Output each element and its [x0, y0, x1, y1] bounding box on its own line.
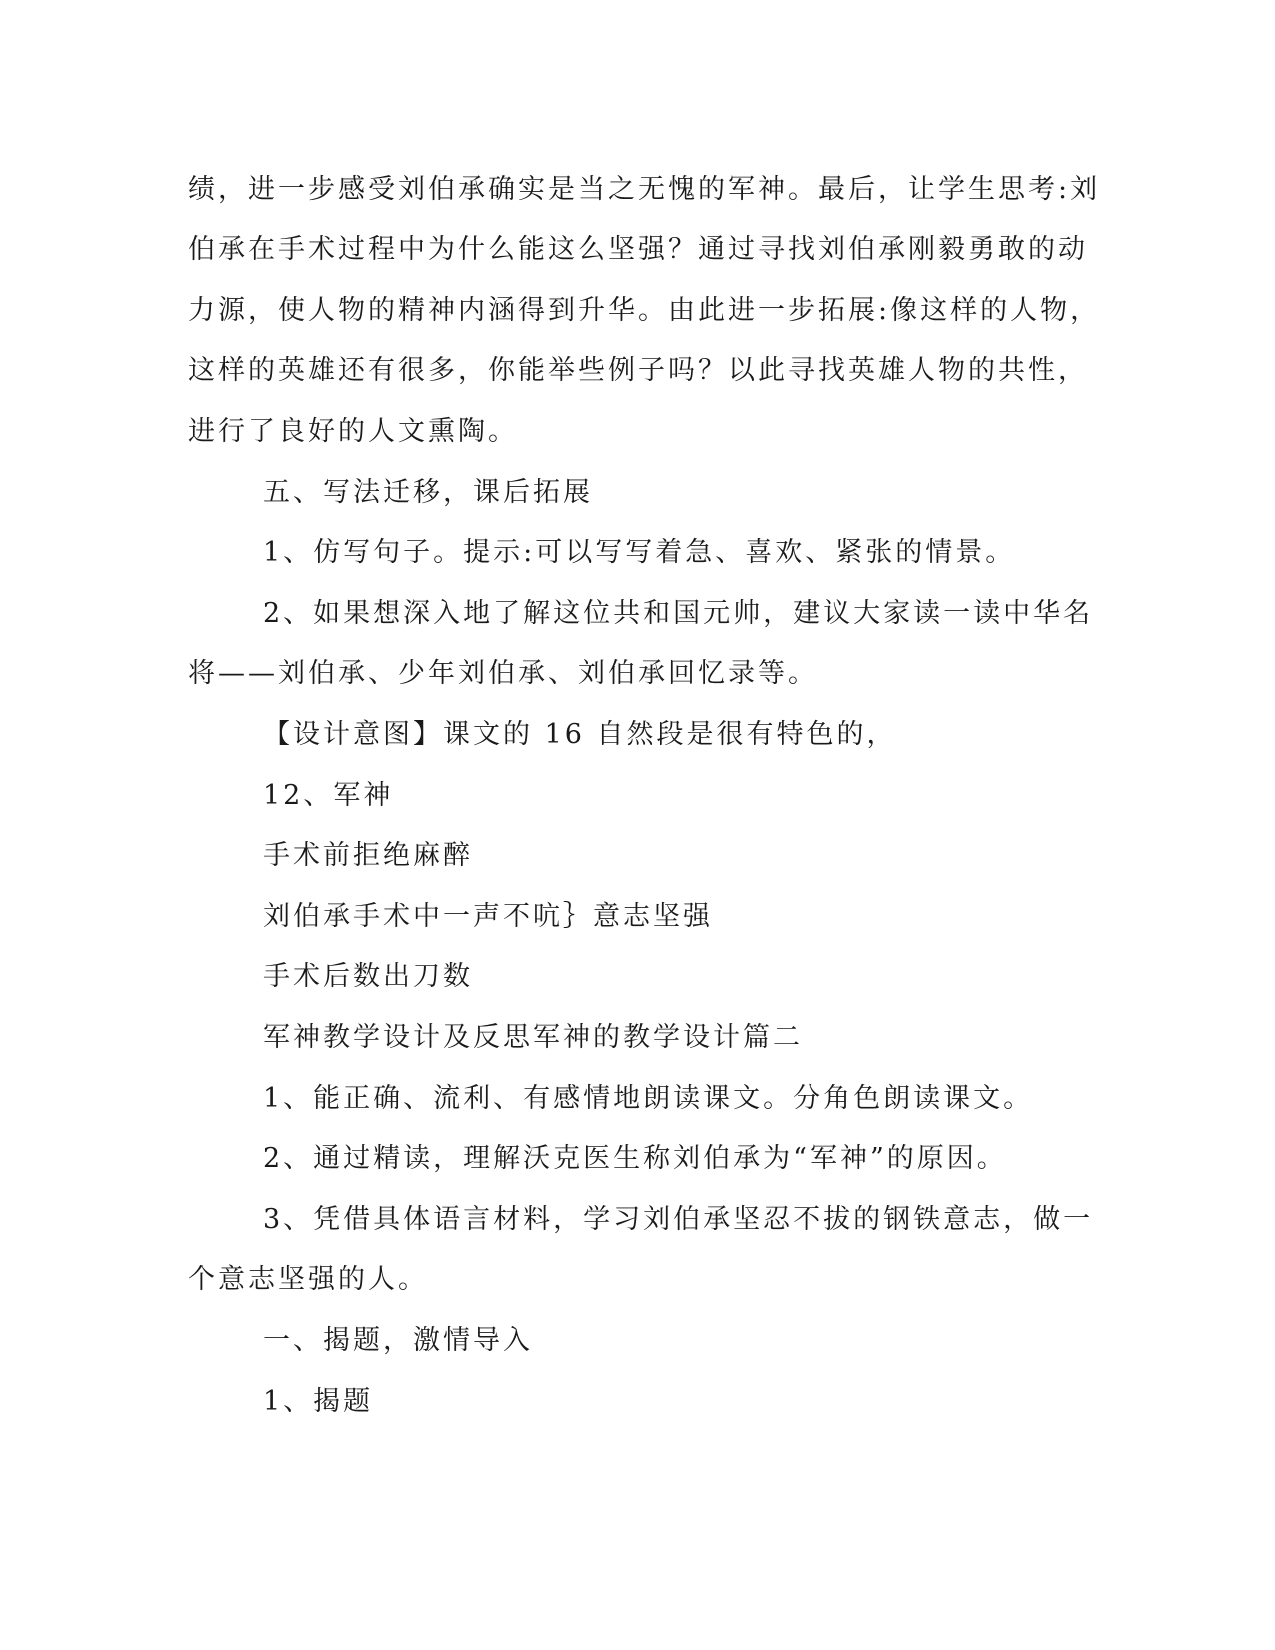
paragraph-line: 绩，进一步感受刘伯承确实是当之无愧的军神。最后，让学生思考:刘 — [188, 174, 1101, 205]
list-item: 1、能正确、流利、有感情地朗读课文。分角色朗读课文。 — [263, 1083, 1034, 1114]
paragraph-line: 力源，使人物的精神内涵得到升华。由此进一步拓展:像这样的人物， — [188, 295, 1101, 326]
design-intent-line: 【设计意图】课文的 16 自然段是很有特色的， — [263, 719, 897, 750]
paragraph-line: 将——刘伯承、少年刘伯承、刘伯承回忆录等。 — [188, 658, 818, 689]
blackboard-line: 手术前拒绝麻醉 — [263, 840, 473, 871]
paragraph-line: 这样的英雄还有很多，你能举些例子吗？以此寻找英雄人物的共性， — [188, 355, 1088, 386]
list-item: 3、凭借具体语言材料，学习刘伯承坚忍不拔的钢铁意志，做一 — [263, 1204, 1094, 1235]
list-item: 1、仿写句子。提示:可以写写着急、喜欢、紧张的情景。 — [263, 537, 1016, 568]
blackboard-line: 手术后数出刀数 — [263, 961, 473, 992]
blackboard-title: 12、军神 — [263, 780, 394, 811]
section-heading: 一、揭题，激情导入 — [263, 1325, 533, 1356]
paragraph-line: 个意志坚强的人。 — [188, 1264, 428, 1295]
section-heading: 五、写法迁移，课后拓展 — [263, 477, 593, 508]
list-item: 2、如果想深入地了解这位共和国元帅，建议大家读一读中华名 — [263, 598, 1094, 629]
blackboard-line: 刘伯承手术中一声不吭｝意志坚强 — [263, 901, 713, 932]
list-item: 1、揭题 — [263, 1386, 374, 1417]
article-title: 军神教学设计及反思军神的教学设计篇二 — [263, 1022, 803, 1053]
list-item: 2、通过精读，理解沃克医生称刘伯承为“军神”的原因。 — [263, 1143, 1007, 1174]
paragraph-line: 进行了良好的人文熏陶。 — [188, 416, 518, 447]
paragraph-line: 伯承在手术过程中为什么能这么坚强？通过寻找刘伯承刚毅勇敢的动 — [188, 234, 1088, 265]
